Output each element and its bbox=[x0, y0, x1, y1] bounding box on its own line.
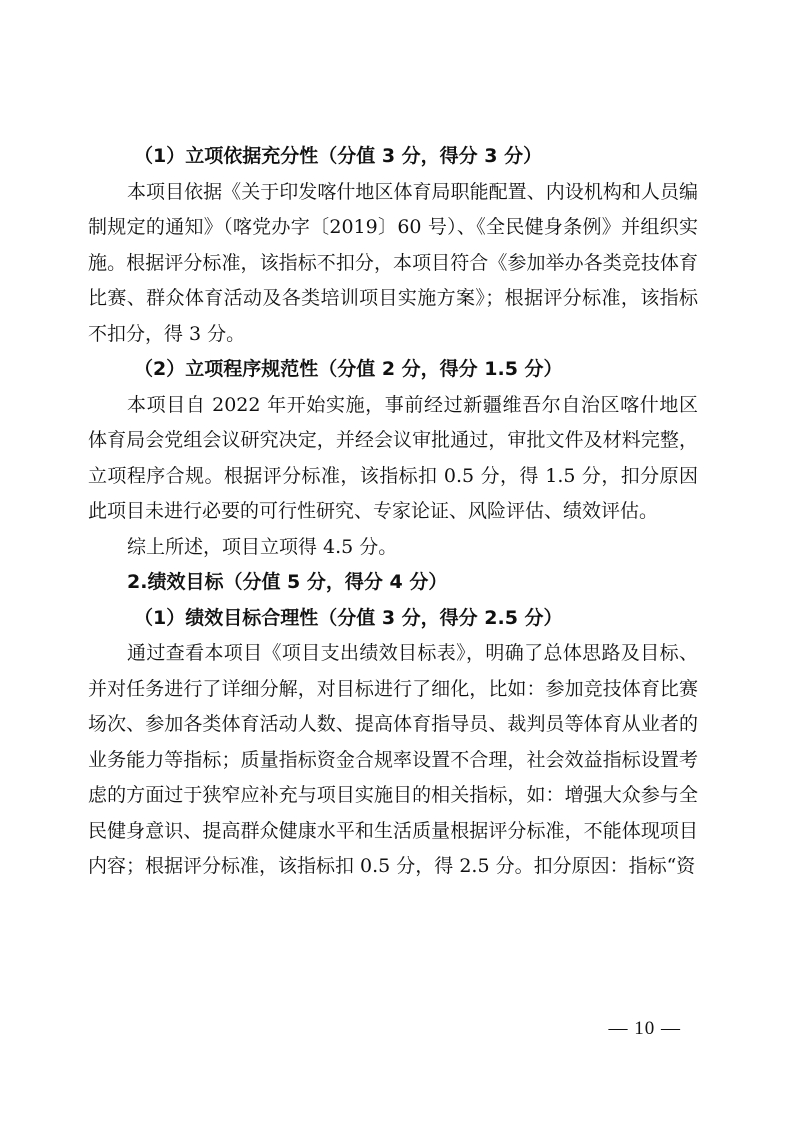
paragraph: 综上所述，项目立项得 4.5 分。 bbox=[127, 535, 398, 558]
paragraph: 本项目依据《关于印发喀什地区体育局职能配置、内设机构和人员编制规定的通知》（喀党办字〔2019〕60 号）、《全民健身条例》并组织实施。根据评分标准，该指标不扣分，本项目符合《参加举办各类竞技体育比赛、群众体育活动及各类培训项目实施方案》；根据评分标准，该指标不扣分，得 3 分。 bbox=[88, 180, 698, 345]
paragraph: 本项目自 2022 年开始实施，事前经过新疆维吾尔自治区喀什地区体育局会党组会议研究决定，并经会议审批通过，审批文件及材料完整，立项程序合规。根据评分标准，该指标扣 0.5 分，得 1.5 分，扣分原因此项目未进行必要的可行性研究、专家论证、风险评估、绩效评估。 bbox=[88, 393, 698, 522]
page-number: — 10 — bbox=[608, 1018, 681, 1039]
section-heading: （1）绩效目标合理性（分值 3 分，得分 2.5 分） bbox=[134, 606, 563, 629]
paragraph: 通过查看本项目《项目支出绩效目标表》，明确了总体思路及目标、并对任务进行了详细分解，对目标进行了细化，比如：参加竞技体育比赛场次、参加各类体育活动人数、提高体育指导员、裁判员等体育从业者的业务能力等指标；质量指标资金合规率设置不合理，社会效益指标设置考虑的方面过于狭窄应补充与项目实施目的相关指标，如：增强大众参与全民健身意识、提高群众健康水平和生活质量根据评分标准，不能体现项目内容；根据评分标准，该指标扣 0.5 分，得 2.5 分。扣分原因：指标“资 bbox=[88, 642, 698, 877]
section-heading: （1）立项依据充分性（分值 3 分，得分 3 分） bbox=[134, 145, 543, 167]
document-body bbox=[88, 139, 698, 885]
section-heading: （2）立项程序规范性（分值 2 分，得分 1.5 分） bbox=[134, 358, 563, 380]
section-heading: 2.绩效目标（分值 5 分，得分 4 分） bbox=[127, 571, 448, 593]
